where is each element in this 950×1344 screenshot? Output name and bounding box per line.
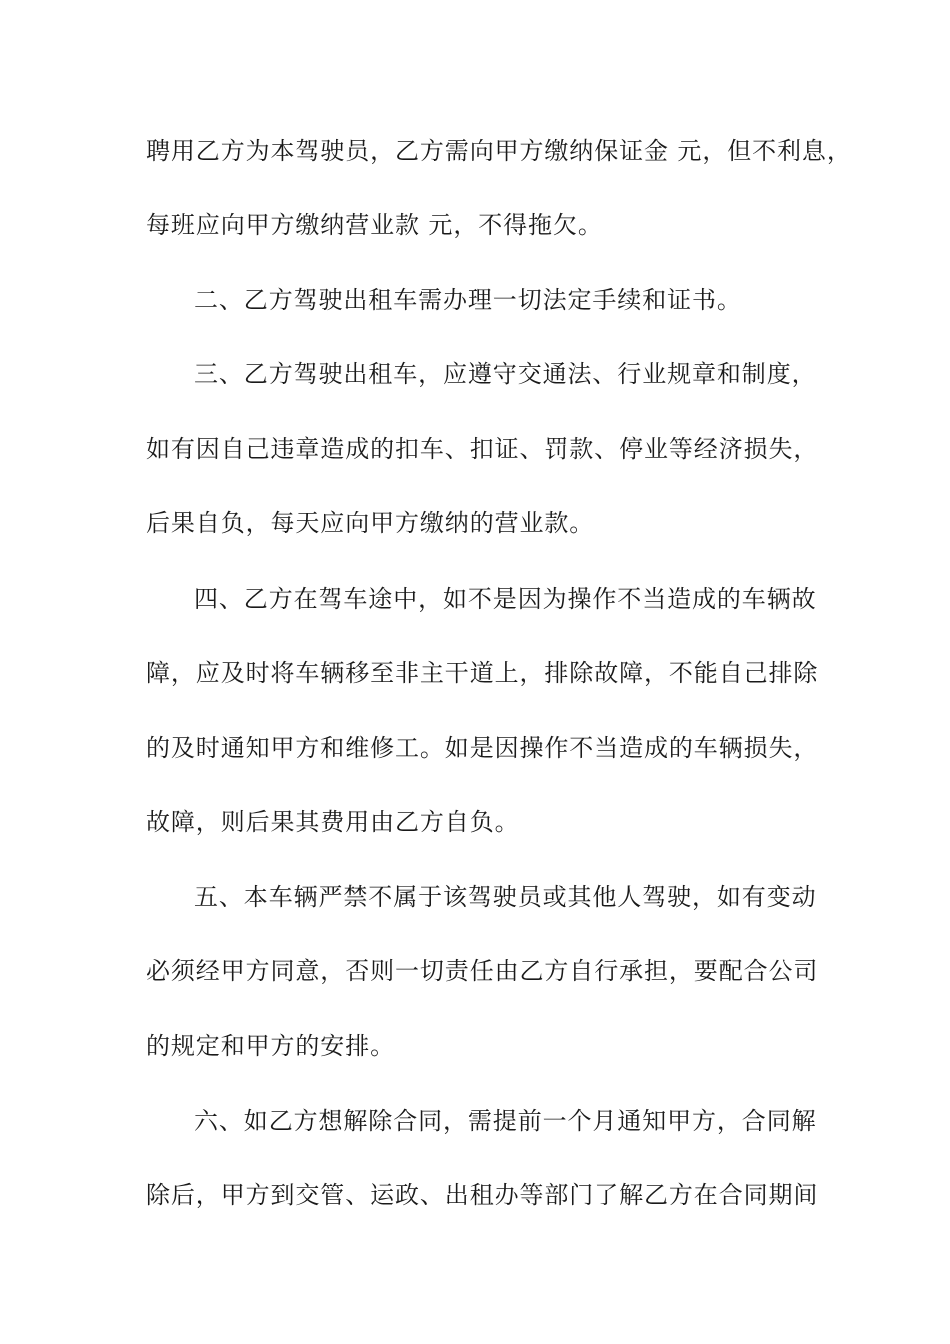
text-line: 二、乙方驾驶出租车需办理一切法定手续和证书。: [194, 286, 742, 314]
text-line: 后果自负，每天应向甲方缴纳的营业款。: [146, 509, 595, 537]
text-line: 故障，则后果其费用由乙方自负。: [146, 808, 520, 836]
text-line: 每班应向甲方缴纳营业款 元，不得拖欠。: [146, 211, 603, 239]
text-line: 障，应及时将车辆移至非主干道上，排除故障，不能自己排除: [146, 659, 819, 687]
text-line: 四、乙方在驾车途中，如不是因为操作不当造成的车辆故: [194, 585, 817, 613]
text-line: 的及时通知甲方和维修工。如是因操作不当造成的车辆损失，: [146, 734, 819, 762]
text-line: 必须经甲方同意，否则一切责任由乙方自行承担，要配合公司: [146, 957, 819, 985]
text-line: 除后，甲方到交管、运政、出租办等部门了解乙方在合同期间: [146, 1181, 819, 1209]
text-line: 六、如乙方想解除合同，需提前一个月通知甲方，合同解: [194, 1107, 817, 1135]
text-line: 如有因自己违章造成的扣车、扣证、罚款、停业等经济损失，: [146, 435, 819, 463]
text-line: 的规定和甲方的安排。: [146, 1032, 395, 1060]
text-line: 五、本车辆严禁不属于该驾驶员或其他人驾驶，如有变动: [194, 883, 817, 911]
text-line: 三、乙方驾驶出租车，应遵守交通法、行业规章和制度，: [194, 360, 817, 388]
text-line: 聘用乙方为本驾驶员，乙方需向甲方缴纳保证金 元，但不利息，: [146, 137, 852, 165]
